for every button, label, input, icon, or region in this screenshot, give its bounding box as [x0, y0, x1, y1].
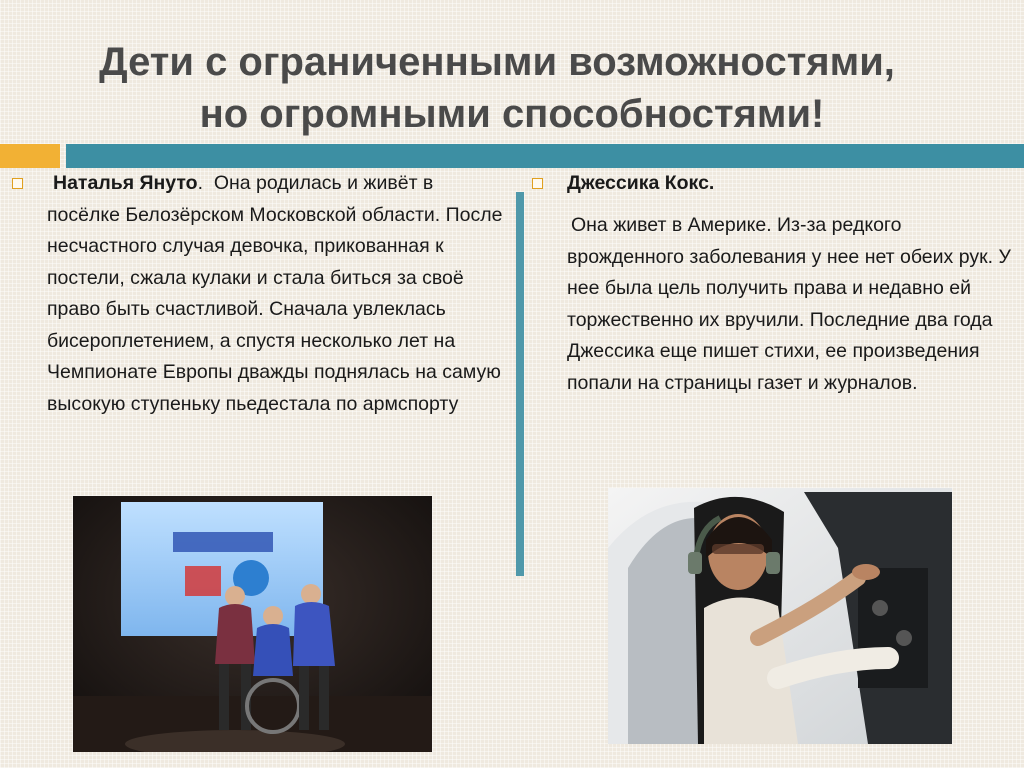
- left-column-text: [47, 168, 509, 420]
- slide-title: [0, 36, 1024, 140]
- bullet-square-icon: [12, 178, 23, 189]
- name-punctuation: .: [197, 172, 203, 194]
- slide-title-line-2: но огромными способностями!: [199, 92, 825, 136]
- column-divider: [516, 192, 524, 576]
- accent-bar-orange: [0, 144, 60, 168]
- bullet-square-icon: [532, 178, 543, 189]
- jessica-story: Она живет в Америке. Из-за редкого врожденного заболевания у нее нет обеих рук. У нее была цель получить права и недавно ей торжественно их вручили. Последние два года Джессика еще пишет стихи, ее произведения попали на страницы газет и журналов.: [567, 214, 1011, 394]
- slide-title-line-1: Дети с ограниченными возможностями,: [99, 40, 895, 84]
- podium-photo-icon: [73, 496, 432, 752]
- person-name-natalya: Наталья Януто: [53, 172, 198, 194]
- right-column-text: [567, 210, 1017, 399]
- accent-bar-teal: [66, 144, 1024, 168]
- natalya-story: Она родилась и живёт в посёлке Белозёрском Московской области. После несчастного случая девочка, прикованная к постели, сжала кулаки и стала биться за своё право быть счастливой. Сначала увлеклась бисероплетением, а спустя несколько лет на Чемпионате Европы дважды поднялась на самую высокую ступеньку пьедестала по армспорту: [47, 172, 503, 415]
- cockpit-photo-icon: [608, 488, 952, 744]
- person-name-jessica: Джессика Кокс.: [567, 172, 715, 194]
